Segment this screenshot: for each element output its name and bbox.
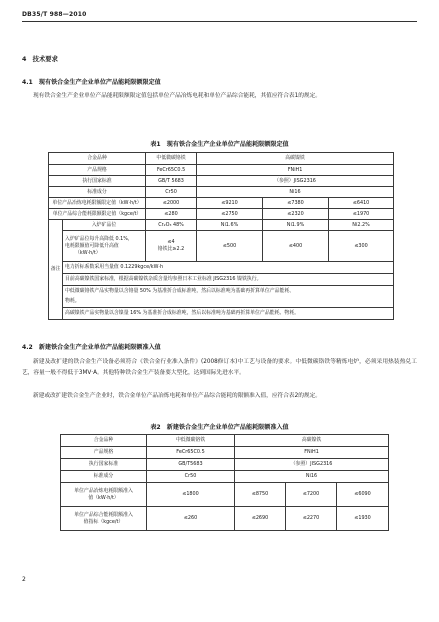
- t2-energy-nife-c: ≤1930: [337, 507, 389, 531]
- page-number: 2: [22, 576, 26, 583]
- t2-comp-nife: Ni16: [235, 471, 389, 483]
- t1-note-3a: 中低微碳铬铁产品实物量以含铬量 50% 为基准折合成标准吨，然后以标准吨为基础再折算单位产品能耗、: [63, 286, 394, 297]
- t1-spec-crfe: FeCr65C0.5: [146, 165, 197, 176]
- table-2-caption: 表2 新建铁合金生产企业单位产品能耗限额准入值: [150, 424, 289, 431]
- t1-std-nife: （参照）JISG2316: [197, 176, 394, 187]
- t1-elec-label: 单位产品冶炼电耗限额限定值（kW·h/t）: [49, 198, 146, 209]
- table-2: [60, 434, 389, 531]
- header-rule: [22, 21, 417, 22]
- t2-energy-label-line-2: 值指标（kgce/t）: [83, 518, 124, 525]
- t1-cond-crfe-value: ≤4: [167, 239, 175, 245]
- t2-energy-nife-a: ≤2690: [235, 507, 286, 531]
- t1-cond-line-1: 入炉矿品位每升高降低 0.1%，: [65, 235, 133, 242]
- t2-spec-crfe: FeCr65C0.5: [147, 447, 235, 459]
- t1-head-alloy: 合金品种: [49, 153, 146, 165]
- t1-energy-crfe: ≤280: [146, 209, 197, 220]
- t1-ore-label: 入炉矿品位: [63, 220, 146, 231]
- t1-note-1: 电力折标系数采用当量值 0.1229kgce/kW·h: [63, 262, 394, 274]
- t2-elec-crfe: ≤1800: [147, 483, 235, 507]
- t1-comp-crfe: Cr50: [146, 187, 197, 198]
- t1-cond-crfe-ratio: 铬铁比≥2.2: [157, 246, 185, 252]
- section-4-2-paragraph-2: 新建或改扩建铁合金生产企业时，铁合金单位产品冶炼电耗和单位产品综合能耗的限额准入值，应符合表2的规定。: [33, 393, 321, 399]
- t1-ore-nife-b: Ni1.9%: [263, 220, 329, 231]
- section-4-1-title: 4.1 现有铁合金生产企业单位产品能耗限额限定值: [22, 79, 161, 86]
- t1-cond-line-3: （kW·h/t）: [75, 249, 101, 256]
- t2-comp-label: 标准成分: [61, 471, 147, 483]
- t2-std-label: 执行国家标准: [61, 459, 147, 471]
- document-code: DB35/T 988—2010: [22, 11, 87, 18]
- t1-ore-nife-a: Ni1.6%: [197, 220, 263, 231]
- t2-spec-label: 产品规格: [61, 447, 147, 459]
- section-4-title: 4 技术要求: [22, 56, 58, 63]
- t1-spec-label: 产品规格: [49, 165, 146, 176]
- t1-comp-label: 标准成分: [49, 187, 146, 198]
- t2-head-nife: 高碳镍铁: [235, 435, 389, 447]
- t1-cond-label: [63, 231, 146, 262]
- t2-head-crfe: 中低微碳铬铁: [147, 435, 235, 447]
- t2-energy-crfe: ≤260: [147, 507, 235, 531]
- section-4-1-paragraph: 现有铁合金生产企业单位产品能耗限额限定值包括单位产品冶炼电耗和单位产品综合能耗，其值应符合表1的规定。: [33, 93, 321, 99]
- t1-cond-crfe: [146, 231, 197, 262]
- t2-elec-nife-b: ≤7200: [286, 483, 337, 507]
- t2-head-alloy: 合金品种: [61, 435, 147, 447]
- section-4-2-title: 4.2 新建铁合金生产企业单位产品能耗限额准入值: [22, 344, 161, 351]
- t2-elec-nife-a: ≤8750: [235, 483, 286, 507]
- t2-elec-label: [61, 483, 147, 507]
- t1-std-crfe: GB/T 5683: [146, 176, 197, 187]
- t2-elec-label-line-2: 值（kW·h/t）: [88, 494, 119, 501]
- t1-energy-nife-a: ≤2750: [197, 209, 263, 220]
- t2-energy-label: [61, 507, 147, 531]
- t2-energy-nife-b: ≤2270: [286, 507, 337, 531]
- t2-std-crfe: GB/T5683: [147, 459, 235, 471]
- t1-ore-crfe: Cr₂O₃ 48%: [146, 220, 197, 231]
- t1-energy-label: 单位产品综合能耗限额限定值（kgce/t）: [49, 209, 146, 220]
- t2-std-nife: （参照）JISG2316: [235, 459, 389, 471]
- t1-elec-crfe: ≤2000: [146, 198, 197, 209]
- t1-head-crfe: 中低微碳铬铁: [146, 153, 197, 165]
- t1-cond-nife-c: ≤300: [329, 231, 394, 262]
- t1-note-2: 目前高碳镍铁国家标准，根据高碳镍铁杂质含量均参照日本工业标准 JISG2316 镍铁执行。: [63, 274, 394, 286]
- t2-spec-nife: FNiH1: [235, 447, 389, 459]
- t1-spec-nife: FNiH1: [197, 165, 394, 176]
- t1-note-label: 备注: [49, 220, 63, 320]
- t1-elec-nife-c: ≤6410: [329, 198, 394, 209]
- t1-elec-nife-a: ≤9210: [197, 198, 263, 209]
- t1-note-3b: 物耗。: [63, 297, 394, 308]
- t1-comp-nife: Ni16: [197, 187, 394, 198]
- t2-elec-label-line-1: 单位产品冶炼电耗限额准入: [74, 487, 133, 494]
- t1-std-label: 执行国家标准: [49, 176, 146, 187]
- t1-cond-nife-a: ≤500: [197, 231, 263, 262]
- table-1: [48, 152, 394, 320]
- t1-energy-nife-b: ≤2320: [263, 209, 329, 220]
- t2-comp-crfe: Cr50: [147, 471, 235, 483]
- t1-cond-line-2: 电耗限额值可降低升高值: [65, 242, 119, 249]
- section-4-2-paragraph-1: 新建及改扩建的铁合金生产设备必须符合《铁合金行业准入条件》(2008修订本)中工艺与设备的要求。中低微碳铬铁等精炼电炉，必须采用热装热兑工艺，容量一般不得低于3MV·A。其他特种铁合金生产装备要大型化，达到国际先进水平。: [22, 359, 417, 376]
- t1-elec-nife-b: ≤7380: [263, 198, 329, 209]
- t2-elec-nife-c: ≤6090: [337, 483, 389, 507]
- table-1-caption: 表1 现有铁合金生产企业单位产品能耗限额限定值: [150, 141, 289, 148]
- t2-energy-label-line-1: 单位产品综合能耗限额准入: [74, 511, 133, 518]
- t1-ore-nife-c: Ni2.2%: [329, 220, 394, 231]
- t1-energy-nife-c: ≤1970: [329, 209, 394, 220]
- t1-cond-nife-b: ≤400: [263, 231, 329, 262]
- t1-note-4: 高碳镍铁产品实物量以含镍量 16% 为基准折合成标准吨，然后以标准吨为基础再折算单位产品能耗、物耗。: [63, 308, 394, 320]
- t1-head-nife: 高碳镍铁: [197, 153, 394, 165]
